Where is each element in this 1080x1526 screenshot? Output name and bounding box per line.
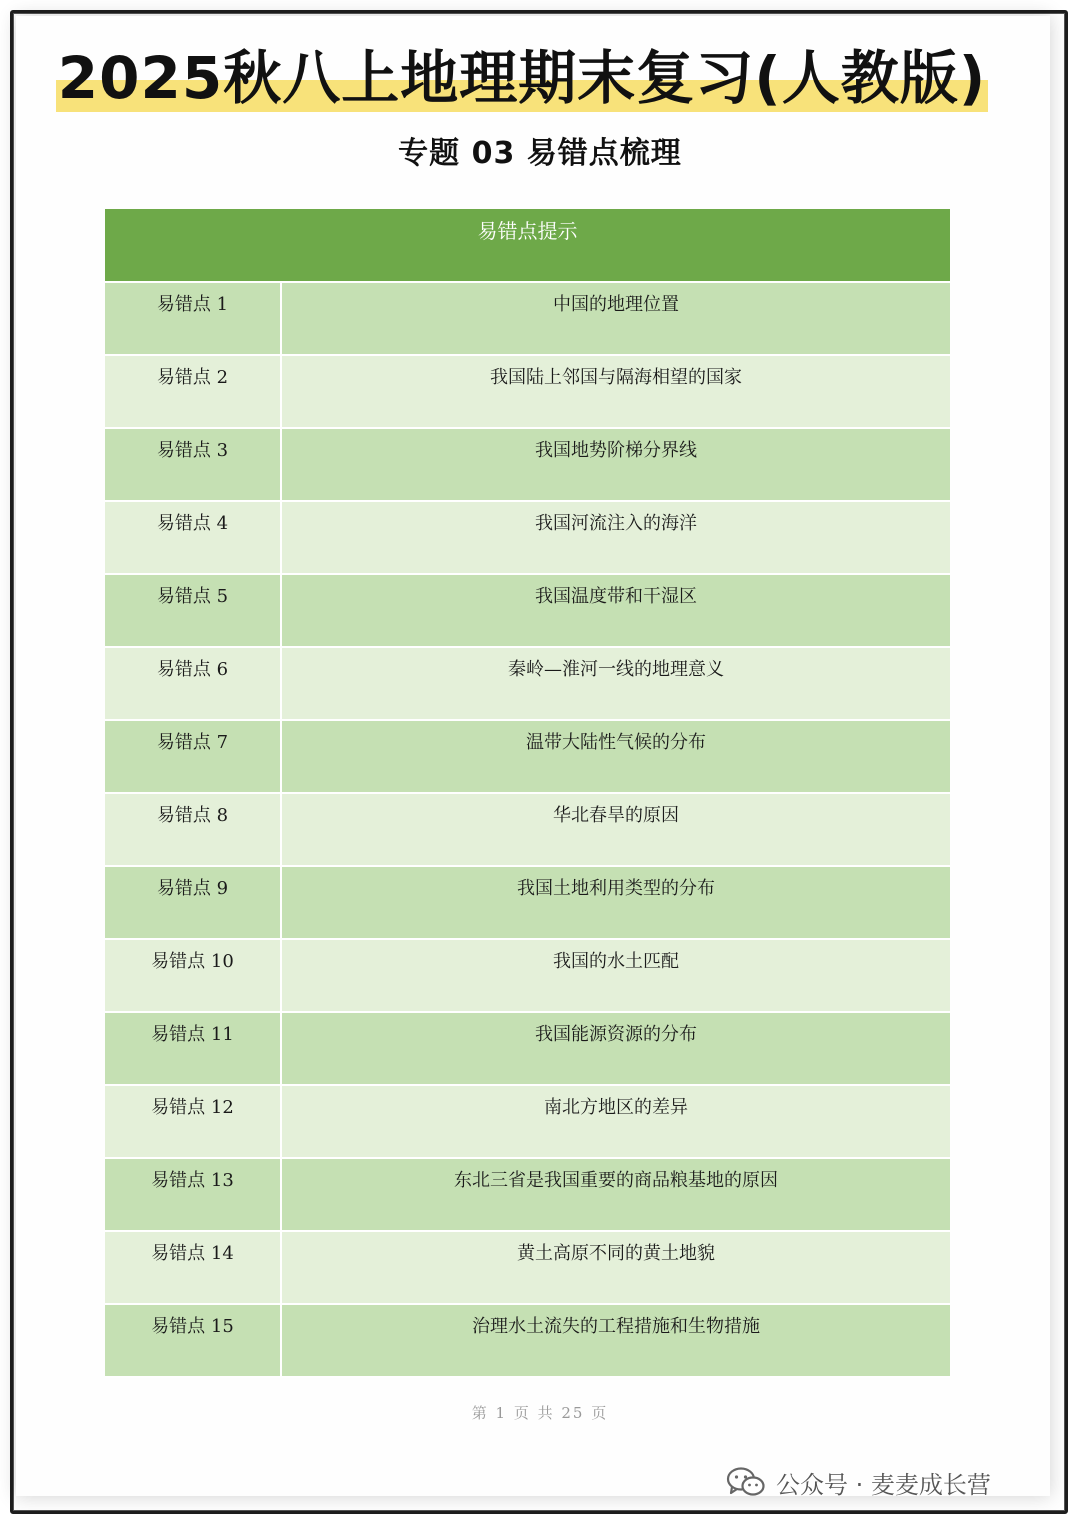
table-row [105, 283, 950, 356]
row-label: 易错点 3 [105, 429, 282, 500]
row-label: 易错点 1 [105, 283, 282, 354]
row-content: 我国温度带和干湿区 [535, 586, 697, 607]
row-label: 易错点 12 [105, 1086, 282, 1157]
row-label: 易错点 15 [105, 1305, 282, 1376]
row-content: 南北方地区的差异 [544, 1097, 688, 1118]
table-row [105, 502, 950, 575]
watermark-text: 公众号 · 麦麦成长营 [776, 1470, 991, 1499]
row-label: 易错点 4 [105, 502, 282, 573]
table-row [105, 356, 950, 429]
table-row [105, 1086, 950, 1159]
table-row [105, 940, 950, 1013]
table-row [105, 575, 950, 648]
watermark [726, 1462, 991, 1502]
row-label: 易错点 11 [105, 1013, 282, 1084]
table-row [105, 1013, 950, 1086]
table-row [105, 1232, 950, 1305]
title-block [56, 40, 988, 116]
table-row [105, 429, 950, 502]
table-row [105, 1159, 950, 1232]
page-subtitle: 专题 03 易错点梳理 [398, 136, 682, 171]
row-label: 易错点 8 [105, 794, 282, 865]
page-number: 第 1 页 共 25 页 [471, 1404, 609, 1422]
row-content: 中国的地理位置 [553, 294, 679, 315]
row-label: 易错点 10 [105, 940, 282, 1011]
row-content: 我国的水土匹配 [553, 951, 679, 972]
table-row [105, 867, 950, 940]
row-content: 华北春旱的原因 [553, 805, 679, 826]
row-content: 黄土高原不同的黄土地貌 [517, 1243, 715, 1264]
table-row [105, 1305, 950, 1378]
table-header: 易错点提示 [105, 209, 950, 283]
row-label: 易错点 2 [105, 356, 282, 427]
row-label: 易错点 7 [105, 721, 282, 792]
row-content: 我国河流注入的海洋 [535, 513, 697, 534]
table-body [105, 283, 950, 1378]
page-title: 2025秋八上地理期末复习(人教版) [57, 44, 987, 112]
table-row [105, 648, 950, 721]
row-label: 易错点 5 [105, 575, 282, 646]
error-points-table [105, 209, 950, 1378]
table-row [105, 721, 950, 794]
wechat-icon [726, 1466, 766, 1498]
row-content: 秦岭—淮河一线的地理意义 [508, 659, 724, 680]
row-content: 东北三省是我国重要的商品粮基地的原因 [454, 1170, 778, 1191]
row-label: 易错点 14 [105, 1232, 282, 1303]
row-content: 我国土地利用类型的分布 [517, 878, 715, 899]
row-content: 我国能源资源的分布 [535, 1024, 697, 1045]
row-content: 我国陆上邻国与隔海相望的国家 [490, 367, 742, 388]
row-label: 易错点 13 [105, 1159, 282, 1230]
row-label: 易错点 9 [105, 867, 282, 938]
row-content: 温带大陆性气候的分布 [526, 732, 706, 753]
row-content: 我国地势阶梯分界线 [535, 440, 697, 461]
row-content: 治理水土流失的工程措施和生物措施 [472, 1316, 760, 1337]
row-label: 易错点 6 [105, 648, 282, 719]
table-row [105, 794, 950, 867]
